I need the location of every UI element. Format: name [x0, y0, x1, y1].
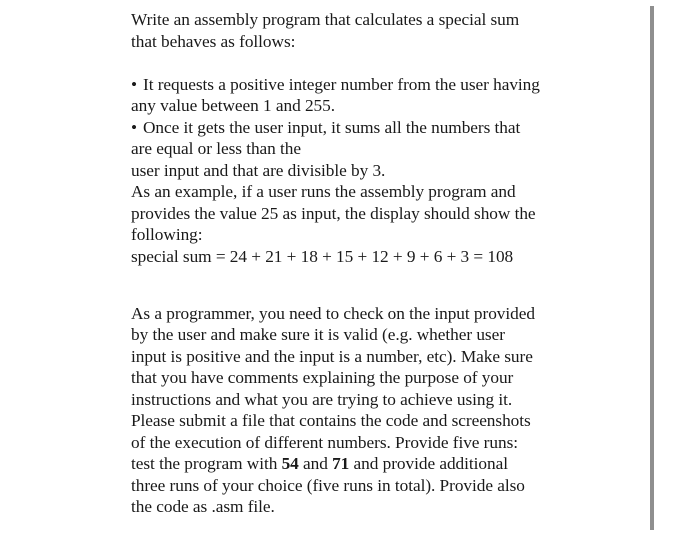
run-number-2: 71 — [332, 454, 350, 473]
para2-line-6: Please submit a file that contains the code and screenshots — [131, 411, 531, 430]
runs-post: and provide additional — [349, 454, 508, 473]
paragraph-gap — [131, 267, 636, 289]
para2-line-3: input is positive and the input is a number, etc). Make sure — [131, 346, 533, 366]
run-number-1: 54 — [281, 454, 299, 473]
runs-pre: test the program with — [131, 454, 282, 473]
para2-end-line-2: the code as .asm file. — [131, 497, 275, 516]
bullet-icon: • — [131, 117, 138, 137]
bullet-1-line-2: any value between 1 and 255. — [131, 96, 335, 115]
para2-line-2: by the user and make sure it is valid (e.g. whether user — [131, 325, 505, 344]
assignment-text — [131, 9, 636, 518]
bullet-1-text: It requests a positive integer number from the user having — [143, 74, 540, 94]
bullet-2-line-1 — [131, 117, 636, 139]
example-line-3: following: — [131, 225, 203, 244]
paragraph-gap — [131, 52, 636, 74]
intro-line-2: that behaves as follows: — [131, 31, 296, 51]
example-line-1: As an example, if a user runs the assembly program and — [131, 182, 516, 201]
bullet-icon: • — [131, 74, 138, 94]
bullet-1-line-1 — [131, 74, 636, 96]
intro-line-1: Write an assembly program that calculates a special sum — [131, 10, 520, 29]
page-edge-rule — [650, 6, 654, 530]
bullet-2-line-3: user input and that are divisible by 3. — [131, 160, 386, 180]
para2-line-5: instructions and what you are trying to achieve using it. — [131, 389, 513, 409]
para2-line-4: that you have comments explaining the purpose of your — [131, 368, 514, 387]
runs-line — [131, 453, 636, 475]
example-line-2: provides the value 25 as input, the display should show the — [131, 203, 536, 223]
para2-end-line-1: three runs of your choice (five runs in total). Provide also — [131, 475, 525, 495]
runs-mid: and — [298, 454, 333, 473]
bullet-2-text: Once it gets the user input, it sums all the numbers that — [143, 117, 521, 137]
para2-line-1: As a programmer, you need to check on the input provided — [131, 303, 535, 323]
paragraph-gap-extra — [131, 289, 636, 303]
example-formula: special sum = 24 + 21 + 18 + 15 + 12 + 9 + 6 + 3 = 108 — [131, 246, 514, 266]
para2-line-7: of the execution of different numbers. Provide five runs: — [131, 432, 518, 452]
bullet-2-line-2: are equal or less than the — [131, 139, 302, 158]
